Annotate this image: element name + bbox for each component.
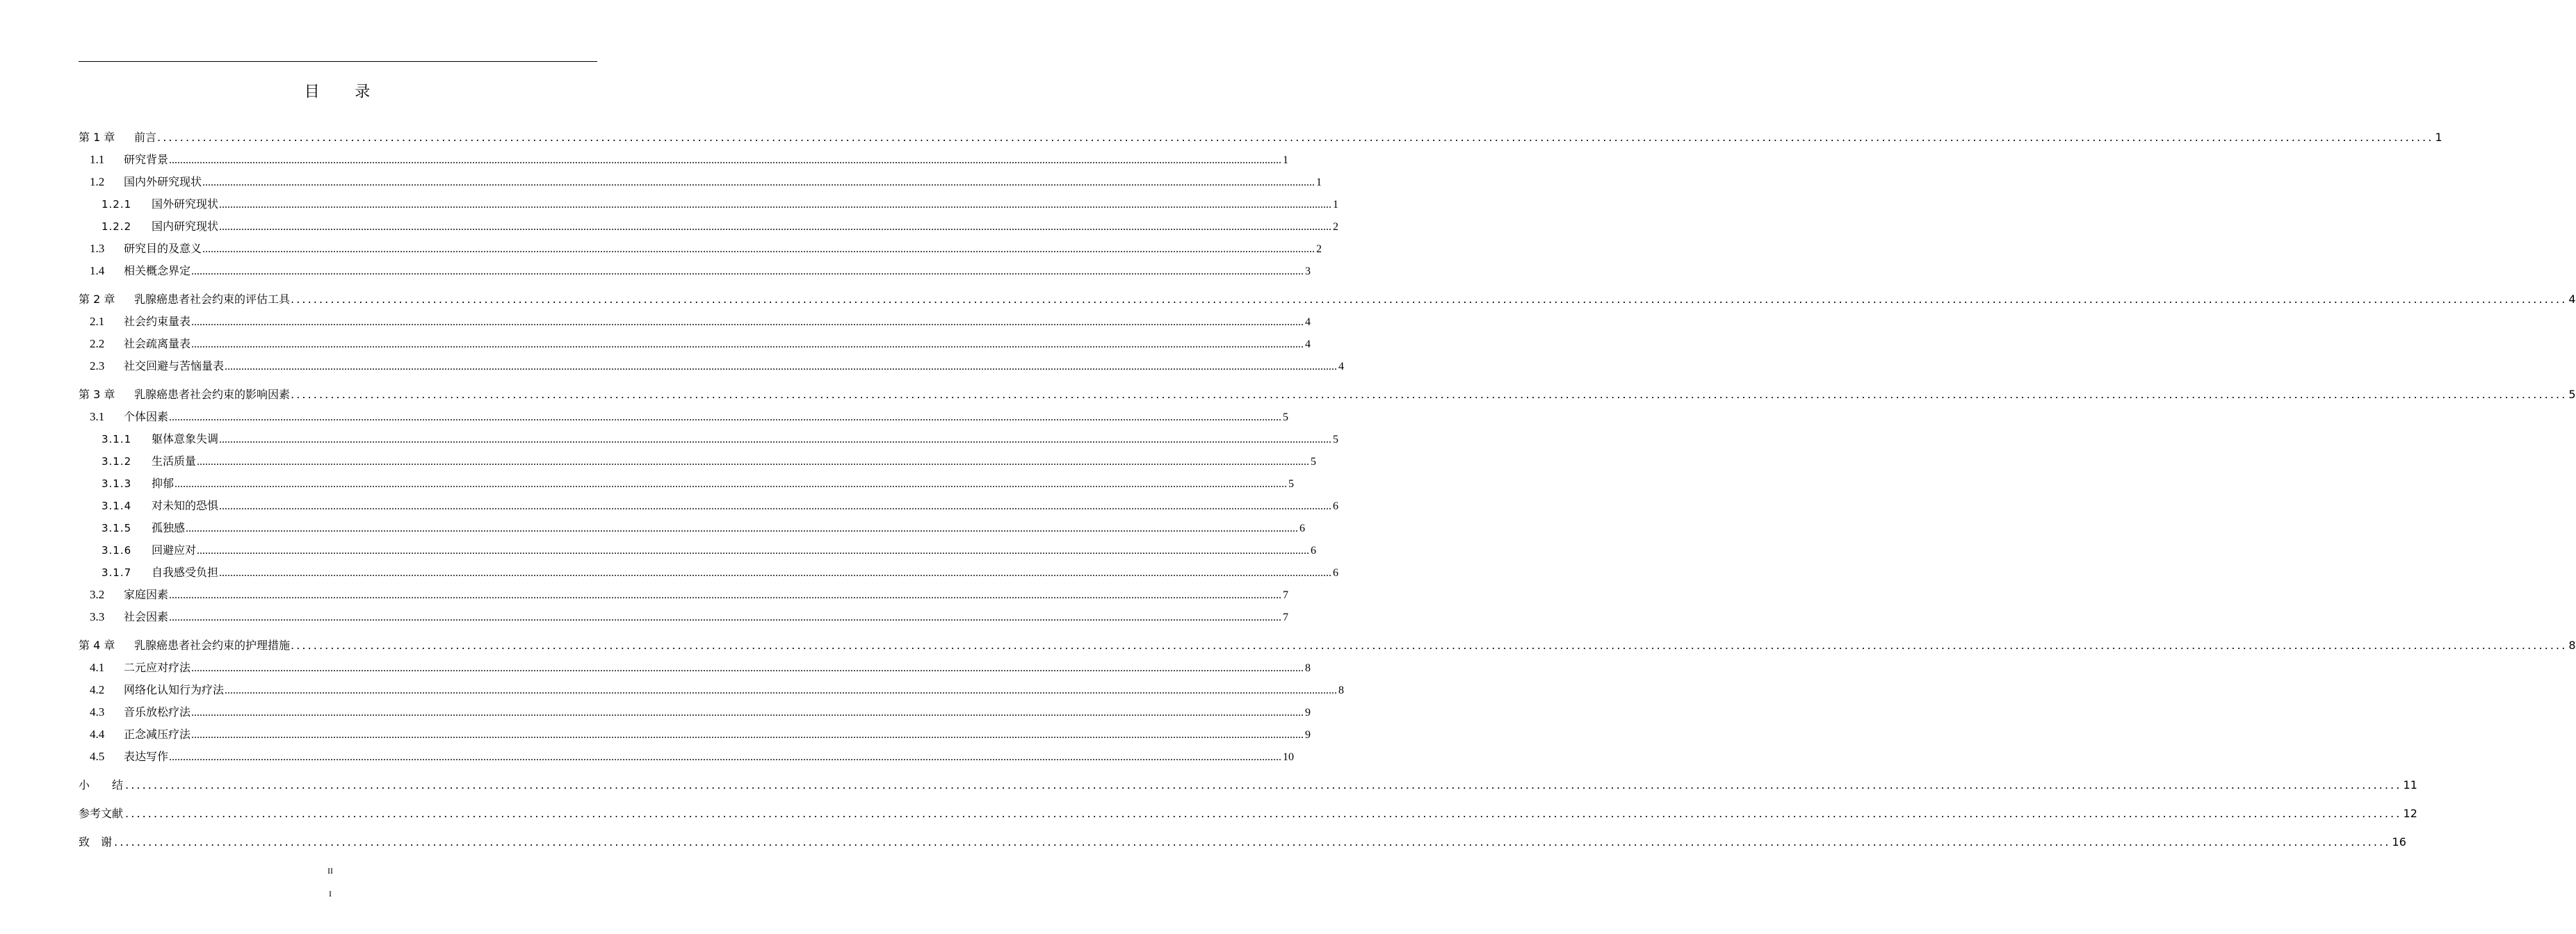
toc-entry-page-number: 4	[2568, 293, 2576, 306]
toc-entry-number: 4.5	[90, 750, 105, 763]
footer-page-number-upper: II	[327, 866, 333, 876]
toc-entry-title: 社会因素	[124, 612, 169, 623]
toc-entry[interactable]	[79, 776, 2417, 793]
toc-entry-page-number: 8	[2568, 639, 2576, 652]
toc-entry-number: 1.2	[90, 175, 105, 188]
toc-entry-page-number: 6	[1311, 545, 1317, 557]
toc-entry[interactable]	[79, 129, 2443, 145]
toc-entry[interactable]	[79, 637, 2576, 653]
toc-entry-number: 3.1.3	[102, 477, 132, 490]
toc-entry-number: 3.1.2	[102, 455, 132, 468]
toc-entry-title: 社会约束量表	[124, 316, 191, 328]
toc-entry[interactable]	[79, 586, 1289, 603]
toc-entry[interactable]	[79, 335, 1311, 352]
toc-entry-title: 表达写作	[124, 751, 169, 763]
toc-entry-number: 1.2.2	[102, 220, 132, 233]
toc-entry-page-number: 4	[1305, 316, 1311, 328]
toc-dot-leader: ................................................................................................................................................................................................................................................................................................................................................................................................................	[125, 778, 2402, 792]
toc-entry[interactable]	[79, 240, 1322, 256]
toc-entry[interactable]	[79, 703, 1311, 720]
toc-entry-page-number: 9	[1305, 729, 1311, 741]
toc-entry-title: 研究目的及意义	[124, 243, 202, 255]
toc-entry-number: 3.1.5	[102, 522, 132, 534]
toc-entry-title: 乳腺癌患者社会约束的影响因素	[134, 388, 291, 401]
toc-entry-page-number: 5	[1283, 411, 1289, 423]
toc-entry-title: 音乐放松疗法	[124, 707, 191, 719]
toc-entry-page-number: 5	[1333, 434, 1339, 445]
toc-entry-page-number: 7	[1283, 589, 1289, 601]
toc-entry-number: 4.1	[90, 661, 105, 674]
toc-entry-page-number: 7	[1283, 612, 1289, 623]
toc-dot-leader: ................................................................................................................................................................................................................................................................................................................................................................................................................	[291, 293, 2568, 306]
toc-entry-page-number: 8	[1305, 662, 1311, 674]
toc-entry-title: 国内研究现状	[152, 221, 219, 233]
toc-entry-number: 3.1.1	[102, 433, 132, 445]
toc-dot-leader: ................................................................................................................................................................................................................................................................................................................................................................................................................	[169, 154, 1282, 166]
toc-dot-leader: ................................................................................................................................................................................................................................................................................................................................................................................................................	[291, 388, 2568, 401]
toc-entry[interactable]	[79, 386, 2576, 402]
toc-entry[interactable]	[79, 452, 1317, 469]
toc-entry-number: 第 2 章	[79, 293, 115, 306]
toc-entry-number: 3.2	[90, 588, 105, 601]
toc-dot-leader: ................................................................................................................................................................................................................................................................................................................................................................................................................	[191, 729, 1304, 741]
toc-entry-page-number: 1	[1333, 199, 1339, 211]
toc-dot-leader: ................................................................................................................................................................................................................................................................................................................................................................................................................	[219, 221, 1332, 233]
toc-entry-number: 1.2.1	[102, 198, 132, 211]
toc-entry-title: 抑郁	[152, 478, 175, 490]
toc-entry-page-number: 2	[1333, 221, 1339, 233]
toc-entry-title: 对未知的恐惧	[152, 500, 219, 512]
toc-entry[interactable]	[79, 726, 1311, 742]
toc-entry[interactable]	[79, 218, 1339, 234]
toc-entry-number: 第 1 章	[79, 131, 115, 144]
toc-entry-number: 3.1.4	[102, 500, 132, 512]
toc-entry-page-number: 16	[2392, 835, 2406, 849]
toc-entry-title: 生活质量	[152, 456, 197, 468]
toc-entry[interactable]	[79, 748, 1295, 764]
toc-entry-number: 3.1.7	[102, 566, 132, 579]
toc-entry-number: 第 4 章	[79, 639, 115, 652]
toc-entry-page-number: 12	[2403, 807, 2417, 820]
toc-entry[interactable]	[79, 805, 2417, 821]
toc-entry[interactable]	[79, 290, 2576, 307]
toc-entry[interactable]	[79, 519, 1306, 536]
toc-entry-page-number: 11	[2403, 778, 2417, 792]
toc-entry[interactable]	[79, 541, 1317, 558]
page-title: 目 录	[304, 83, 372, 101]
toc-dot-leader: ................................................................................................................................................................................................................................................................................................................................................................................................................	[219, 500, 1332, 512]
toc-entry-page-number: 6	[1333, 567, 1339, 579]
toc-dot-leader: ................................................................................................................................................................................................................................................................................................................................................................................................................	[169, 411, 1282, 423]
toc-dot-leader: ................................................................................................................................................................................................................................................................................................................................................................................................................	[191, 662, 1304, 674]
toc-dot-leader: ................................................................................................................................................................................................................................................................................................................................................................................................................	[169, 751, 1282, 763]
toc-entry[interactable]	[79, 430, 1339, 447]
toc-entry-page-number: 1	[2435, 131, 2443, 144]
toc-entry-title: 乳腺癌患者社会约束的护理措施	[134, 639, 291, 652]
toc-entry-page-number: 10	[1283, 751, 1295, 763]
toc-entry-page-number: 1	[1283, 154, 1289, 166]
toc-entry-title: 躯体意象失调	[152, 434, 219, 445]
toc-entry[interactable]	[79, 564, 1339, 580]
toc-dot-leader: ................................................................................................................................................................................................................................................................................................................................................................................................................	[197, 456, 1310, 468]
toc-dot-leader: ................................................................................................................................................................................................................................................................................................................................................................................................................	[157, 131, 2434, 144]
toc-dot-leader: ................................................................................................................................................................................................................................................................................................................................................................................................................	[219, 434, 1332, 445]
toc-entry-number: 4.2	[90, 683, 105, 696]
toc-entry-title: 国外研究现状	[152, 199, 219, 211]
toc-dot-leader: ................................................................................................................................................................................................................................................................................................................................................................................................................	[225, 685, 1338, 696]
header-rule	[79, 61, 597, 62]
toc-entry-title: 参考文献	[79, 807, 124, 820]
toc-entry-title: 小 结	[79, 778, 124, 792]
toc-entry-page-number: 3	[1305, 265, 1311, 277]
toc-entry-title: 致 谢	[79, 835, 113, 849]
toc-dot-leader: ................................................................................................................................................................................................................................................................................................................................................................................................................	[191, 316, 1304, 328]
toc-entry-page-number: 4	[1338, 361, 1345, 372]
toc-entry[interactable]	[79, 833, 2406, 850]
toc-entry-title: 家庭因素	[124, 589, 169, 601]
toc-dot-leader: ................................................................................................................................................................................................................................................................................................................................................................................................................	[202, 243, 1315, 255]
toc-dot-leader: ................................................................................................................................................................................................................................................................................................................................................................................................................	[175, 478, 1288, 490]
toc-entry[interactable]	[79, 195, 1339, 212]
toc-entry-page-number: 6	[1333, 500, 1339, 512]
toc-dot-leader: ................................................................................................................................................................................................................................................................................................................................................................................................................	[219, 567, 1332, 579]
toc-entry-number: 1.1	[90, 153, 105, 166]
toc-entry[interactable]	[79, 497, 1339, 514]
toc-entry[interactable]	[79, 262, 1311, 279]
toc-entry[interactable]	[79, 475, 1295, 491]
toc-entry-number: 3.1.6	[102, 544, 132, 557]
toc-entry-title: 自我感受负担	[152, 567, 219, 579]
toc-entry[interactable]	[79, 313, 1311, 329]
toc-entry-title: 正念减压疗法	[124, 729, 191, 741]
toc-entry-page-number: 6	[1299, 523, 1306, 534]
toc-entry-page-number: 2	[1316, 243, 1322, 255]
toc-entry-page-number: 1	[1316, 177, 1322, 188]
toc-entry[interactable]	[79, 357, 1345, 374]
toc-dot-leader: ................................................................................................................................................................................................................................................................................................................................................................................................................	[186, 523, 1299, 534]
toc-entry-page-number: 5	[1311, 456, 1317, 468]
toc-entry-title: 社会疏离量表	[124, 338, 191, 350]
toc-dot-leader: ................................................................................................................................................................................................................................................................................................................................................................................................................	[291, 639, 2568, 652]
toc-entry[interactable]	[79, 151, 1289, 167]
toc-entry-title: 二元应对疗法	[124, 662, 191, 674]
toc-entry-title: 孤独感	[152, 523, 186, 534]
toc-entry[interactable]	[79, 659, 1311, 675]
toc-dot-leader: ................................................................................................................................................................................................................................................................................................................................................................................................................	[219, 199, 1332, 211]
toc-entry-number: 2.3	[90, 359, 105, 372]
toc-entry[interactable]	[79, 608, 1289, 625]
toc-entry-title: 国内外研究现状	[124, 177, 202, 188]
toc-entry-title: 前言	[134, 131, 157, 144]
toc-entry-number: 2.1	[90, 315, 105, 328]
toc-entry-number: 3.3	[90, 610, 105, 623]
toc-entry-page-number: 5	[1288, 478, 1295, 490]
toc-entry-page-number: 4	[1305, 338, 1311, 350]
toc-dot-leader: ................................................................................................................................................................................................................................................................................................................................................................................................................	[191, 265, 1304, 277]
toc-entry-number: 4.3	[90, 705, 105, 719]
toc-entry-title: 回避应对	[152, 545, 197, 557]
toc-dot-leader: ................................................................................................................................................................................................................................................................................................................................................................................................................	[169, 612, 1282, 623]
toc-entry-page-number: 9	[1305, 707, 1311, 719]
toc-dot-leader: ................................................................................................................................................................................................................................................................................................................................................................................................................	[197, 545, 1310, 557]
toc-entry-title: 网络化认知行为疗法	[124, 685, 225, 696]
toc-entry-title: 相关概念界定	[124, 265, 191, 277]
toc-dot-leader: ................................................................................................................................................................................................................................................................................................................................................................................................................	[114, 835, 2391, 849]
toc-entry-number: 1.4	[90, 264, 105, 277]
toc-entry-title: 个体因素	[124, 411, 169, 423]
toc-dot-leader: ................................................................................................................................................................................................................................................................................................................................................................................................................	[202, 177, 1315, 188]
toc-entry-title: 乳腺癌患者社会约束的评估工具	[134, 293, 291, 306]
toc-entry-page-number: 8	[1338, 685, 1345, 696]
toc-entry[interactable]	[79, 681, 1345, 698]
toc-entry-number: 4.4	[90, 728, 105, 741]
toc-dot-leader: ................................................................................................................................................................................................................................................................................................................................................................................................................	[169, 589, 1282, 601]
toc-dot-leader: ................................................................................................................................................................................................................................................................................................................................................................................................................	[191, 707, 1304, 719]
toc-entry-page-number: 5	[2568, 388, 2576, 401]
toc-entry-number: 第 3 章	[79, 388, 115, 401]
toc-entry-number: 1.3	[90, 242, 105, 255]
toc-entry-title: 社交回避与苦恼量表	[124, 361, 225, 372]
footer-page-number-lower: I	[329, 889, 332, 899]
toc-entry[interactable]	[79, 408, 1289, 425]
toc-entry-title: 研究背景	[124, 154, 169, 166]
toc-entry-number: 2.2	[90, 337, 105, 350]
toc-entry-number: 3.1	[90, 410, 105, 423]
toc-dot-leader: ................................................................................................................................................................................................................................................................................................................................................................................................................	[191, 338, 1304, 350]
toc-dot-leader: ................................................................................................................................................................................................................................................................................................................................................................................................................	[125, 807, 2402, 820]
toc-entry[interactable]	[79, 173, 1322, 190]
toc-dot-leader: ................................................................................................................................................................................................................................................................................................................................................................................................................	[225, 361, 1338, 372]
